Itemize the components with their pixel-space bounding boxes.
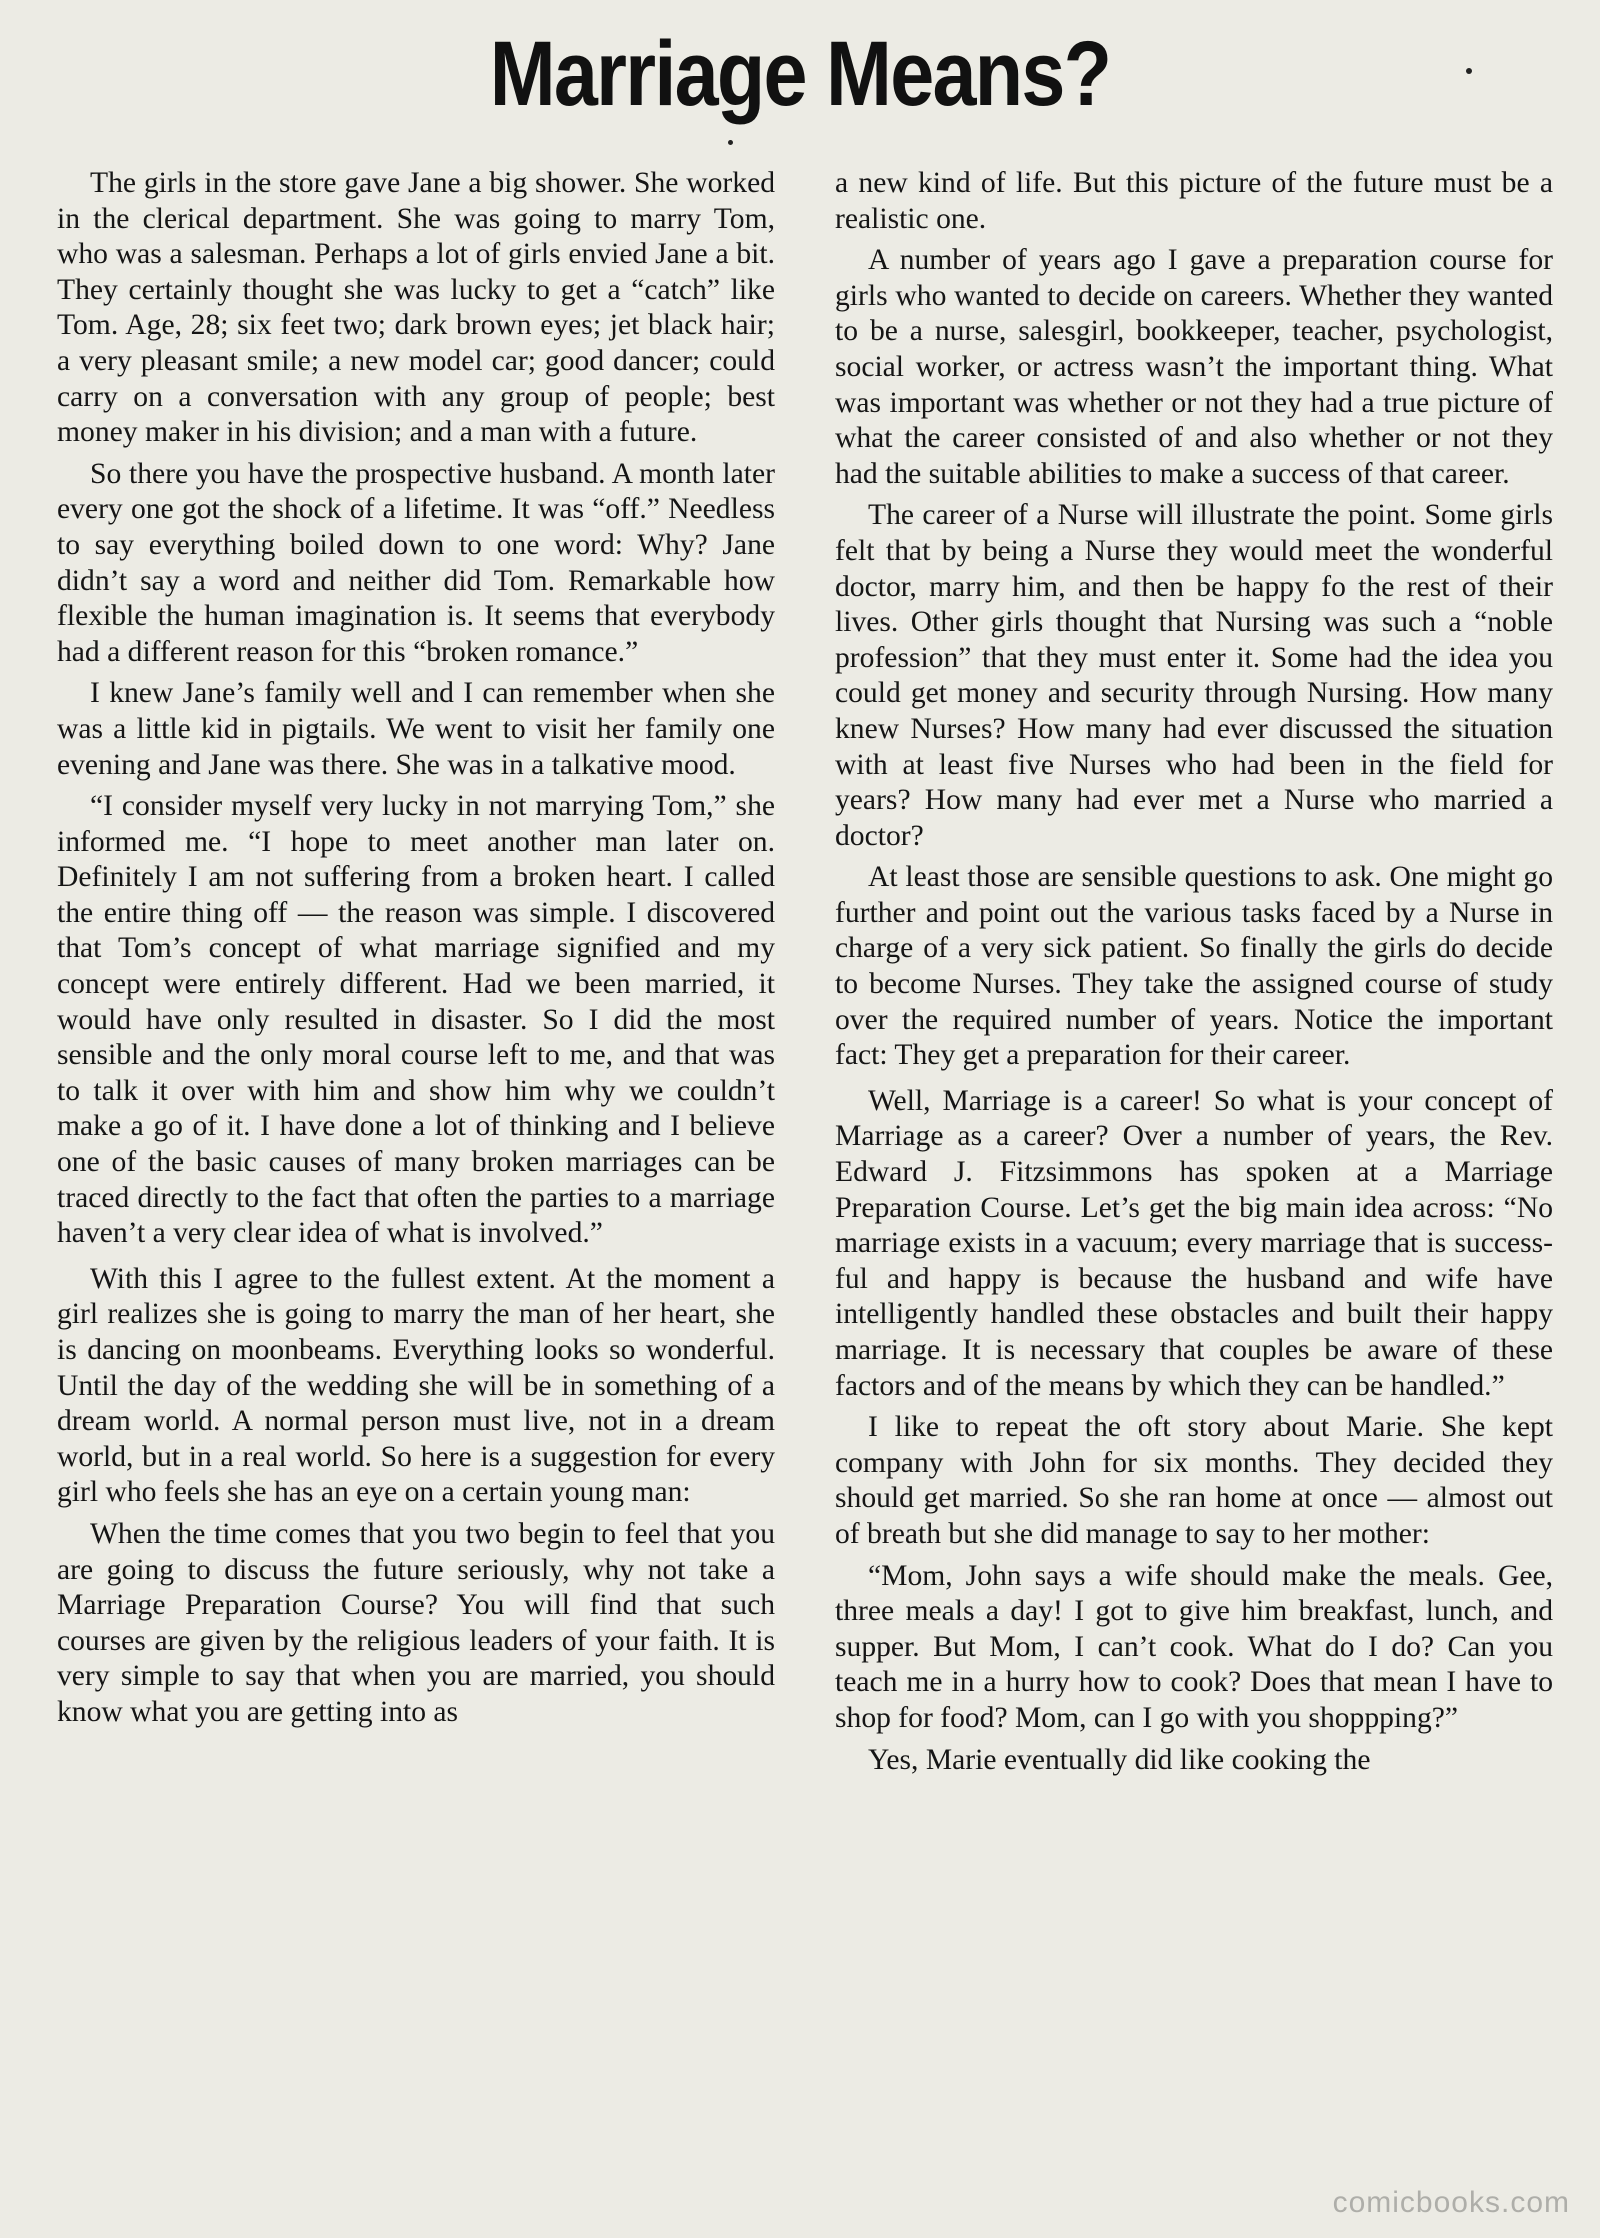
paragraph: The career of a Nurse will illustrate the point. Some girls felt that by being a Nurse they would meet the wonderful doctor, marry him, and then be happy fo the rest of their lives. Other girls thought that Nursing was such a “noble profession” that they must enter it. Some had the idea you could get money and security through Nursing. How many knew Nurses? How many had ever discussed the situation with at least five Nurses who had been in the field for years? How many had ever met a Nurse who married a doctor? [835,499,1553,852]
article-column-right [835,166,1553,1784]
paragraph: Yes, Marie eventually did like cooking the [868,1743,1371,1776]
paragraph: “Mom, John says a wife should make the meals. Gee, three meals a day! I got to give him breakfast, lunch, and supper. But Mom, I can’t cook. What do I do? Can you teach me in a hurry how to cook? Does that mean I have to shop for food? Mom, can I go with you shoppping?” [835,1559,1553,1734]
paragraph: The girls in the store gave Jane a big shower. She worked in the clerical department. She was going to marry Tom, who was a salesman. Perhaps a lot of girls envied Jane a bit. They certainly thought she was lucky to get a “catch” like Tom. Age, 28; six feet two; dark brown eyes; jet black hair; a very pleasant smile; a new model car; good dancer; could carry on a conversation with any group of people; best money maker in his division; and a man with a future. [57,167,775,449]
paragraph: I like to repeat the oft story about Marie. She kept company with John for six months. They decided they should get married. So she ran home at once — almost out of breath but she did manage to say to her mother: [835,1411,1553,1550]
page-title: Marriage Means? [489,23,1111,125]
paragraph: A number of years ago I gave a preparation course for girls who wanted to decide on careers. Whether they wanted to be a nurse, salesgirl, bookkeeper, teacher, psychologist, social worker, or actress wasn’t the important thing. What was important was whether or not they had a true picture of what the career consisted of and also whether or not they had the suitable abilities to make a success of that career. [835,244,1553,490]
paragraph: At least those are sensible questions to ask. One might go further and point out the various tasks faced by a Nurse in charge of a very sick patient. So finally the girls do decide to become Nurses. They take the assigned course of study over the required number of years. Notice the important fact: They get a preparation for their career. [835,861,1553,1072]
paragraph: I knew Jane’s family well and I can remember when she was a little kid in pigtails. We went to visit her family one evening and Jane was there. She was in a talkative mood. [57,677,775,781]
print-speck [728,140,733,145]
paragraph: When the time comes that you two begin to feel that you are going to discuss the future seriously, why not take a Marriage Preparation Course? You will find that such courses are given by the religious leaders of your faith. It is very simple to say that when you are married, you should know what you are getting into as [57,1517,775,1728]
paragraph: Well, Marriage is a career! So what is your concept of Marriage as a career? Over a number of years, the Rev. Edward J. Fitzsimmons has spoken at a Marriage Preparation Course. Let’s get the big main idea across: “No marriage exists in a vacuum; every marriage that is successful and happy is because the husband and wife have intelligently handled these obstacles and built their happy marriage. It is necessary that couples be aware of these factors and of the means by which they can be handled.” [835,1084,1553,1402]
article-column-left [57,166,775,1737]
paragraph: a new kind of life. But this picture of the future must be a realistic one. [835,167,1553,235]
watermark: comicbooks.com [1332,2186,1570,2219]
print-speck [1466,68,1472,74]
paragraph: With this I agree to the fullest extent. At the moment a girl realizes she is going to marry the man of her heart, she is dancing on moonbeams. Everything looks so wonderful. Until the day of the wedding she will be in something of a dream world. A normal person must live, not in a dream world, but in a real world. So here is a suggestion for every girl who feels she has an eye on a certain young man: [57,1262,775,1509]
paragraph: “I consider myself very lucky in not marrying Tom,” she informed me. “I hope to meet another man later on. Definitely I am not suffering from a broken heart. I called the entire thing off — the reason was simple. I discovered that Tom’s concept of what marriage signified and my concept were entirely different. Had we been married, it would have only resulted in disaster. So I did the most sensible and the only moral course left to me, and that was to talk it over with him and show him why we couldn’t make a go of it. I have done a lot of thinking and I believe one of the basic causes of many broken marriages can be traced directly to the fact that often the parties to a marriage haven’t a very clear idea of what is involved.” [57,790,775,1250]
paragraph: So there you have the prospective husband. A month later every one got the shock of a lifetime. It was “off.” Needless to say everything boiled down to one word: Why? Jane didn’t say a word and neither did Tom. Remarkable how flexible the human imagination is. It seems that everybody had a different reason for this “broken romance.” [57,457,775,668]
